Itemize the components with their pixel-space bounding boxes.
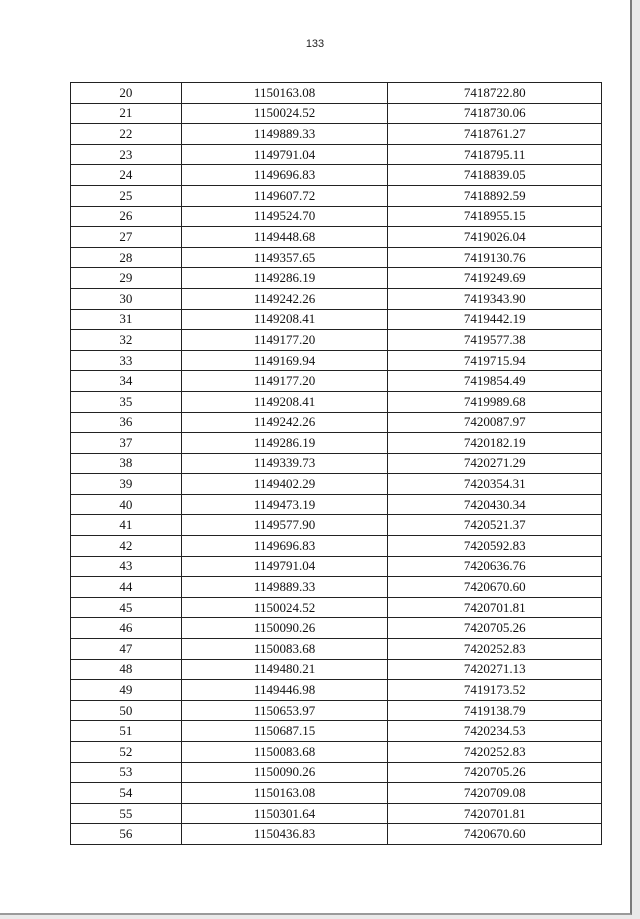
table-row — [71, 783, 602, 804]
y-coordinate-cell: 7420705.26 — [388, 618, 602, 639]
x-coordinate-cell: 1149242.26 — [181, 412, 388, 433]
y-coordinate-cell: 7420252.83 — [388, 639, 602, 660]
table-row — [71, 433, 602, 454]
table-row — [71, 227, 602, 248]
y-coordinate-cell: 7420670.60 — [388, 577, 602, 598]
table-row — [71, 309, 602, 330]
point-number-cell: 50 — [71, 700, 182, 721]
x-coordinate-cell: 1150083.68 — [181, 639, 388, 660]
y-coordinate-cell: 7420354.31 — [388, 474, 602, 495]
table-row — [71, 639, 602, 660]
point-number-cell: 38 — [71, 453, 182, 474]
x-coordinate-cell: 1149696.83 — [181, 536, 388, 557]
y-coordinate-cell: 7420592.83 — [388, 536, 602, 557]
page-number: 133 — [305, 38, 325, 50]
x-coordinate-cell: 1149577.90 — [181, 515, 388, 536]
x-coordinate-cell: 1149889.33 — [181, 124, 388, 145]
table-row — [71, 597, 602, 618]
table-row — [71, 577, 602, 598]
point-number-cell: 43 — [71, 556, 182, 577]
y-coordinate-cell: 7419138.79 — [388, 700, 602, 721]
x-coordinate-cell: 1149357.65 — [181, 247, 388, 268]
x-coordinate-cell: 1149177.20 — [181, 371, 388, 392]
x-coordinate-cell: 1149286.19 — [181, 268, 388, 289]
table-row — [71, 494, 602, 515]
y-coordinate-cell: 7420271.13 — [388, 659, 602, 680]
y-coordinate-cell: 7420430.34 — [388, 494, 602, 515]
point-number-cell: 48 — [71, 659, 182, 680]
x-coordinate-cell: 1150024.52 — [181, 597, 388, 618]
x-coordinate-cell: 1149208.41 — [181, 309, 388, 330]
point-number-cell: 49 — [71, 680, 182, 701]
table-row — [71, 288, 602, 309]
point-number-cell: 29 — [71, 268, 182, 289]
y-coordinate-cell: 7420087.97 — [388, 412, 602, 433]
point-number-cell: 28 — [71, 247, 182, 268]
table-row — [71, 618, 602, 639]
table-row — [71, 206, 602, 227]
y-coordinate-cell: 7419343.90 — [388, 288, 602, 309]
table-row — [71, 268, 602, 289]
point-number-cell: 54 — [71, 783, 182, 804]
point-number-cell: 22 — [71, 124, 182, 145]
x-coordinate-cell: 1149402.29 — [181, 474, 388, 495]
point-number-cell: 52 — [71, 742, 182, 763]
table-row — [71, 103, 602, 124]
table-row — [71, 556, 602, 577]
x-coordinate-cell: 1149791.04 — [181, 556, 388, 577]
y-coordinate-cell: 7420701.81 — [388, 597, 602, 618]
y-coordinate-cell: 7419577.38 — [388, 330, 602, 351]
point-number-cell: 51 — [71, 721, 182, 742]
x-coordinate-cell: 1150090.26 — [181, 618, 388, 639]
y-coordinate-cell: 7420701.81 — [388, 803, 602, 824]
y-coordinate-cell: 7418955.15 — [388, 206, 602, 227]
y-coordinate-cell: 7420271.29 — [388, 453, 602, 474]
point-number-cell: 26 — [71, 206, 182, 227]
x-coordinate-cell: 1149242.26 — [181, 288, 388, 309]
table-row — [71, 536, 602, 557]
y-coordinate-cell: 7419026.04 — [388, 227, 602, 248]
x-coordinate-cell: 1149177.20 — [181, 330, 388, 351]
y-coordinate-cell: 7418722.80 — [388, 83, 602, 104]
point-number-cell: 47 — [71, 639, 182, 660]
table-row — [71, 391, 602, 412]
table-row — [71, 350, 602, 371]
table-row — [71, 515, 602, 536]
table-row — [71, 803, 602, 824]
point-number-cell: 40 — [71, 494, 182, 515]
x-coordinate-cell: 1150653.97 — [181, 700, 388, 721]
table-row — [71, 474, 602, 495]
y-coordinate-cell: 7420670.60 — [388, 824, 602, 845]
table-row — [71, 165, 602, 186]
y-coordinate-cell: 7419130.76 — [388, 247, 602, 268]
point-number-cell: 44 — [71, 577, 182, 598]
point-number-cell: 37 — [71, 433, 182, 454]
x-coordinate-cell: 1149696.83 — [181, 165, 388, 186]
coordinates-table-body — [71, 83, 602, 845]
y-coordinate-cell: 7419173.52 — [388, 680, 602, 701]
y-coordinate-cell: 7418892.59 — [388, 185, 602, 206]
point-number-cell: 55 — [71, 803, 182, 824]
point-number-cell: 36 — [71, 412, 182, 433]
y-coordinate-cell: 7419442.19 — [388, 309, 602, 330]
x-coordinate-cell: 1149480.21 — [181, 659, 388, 680]
x-coordinate-cell: 1149448.68 — [181, 227, 388, 248]
y-coordinate-cell: 7418730.06 — [388, 103, 602, 124]
x-coordinate-cell: 1149889.33 — [181, 577, 388, 598]
x-coordinate-cell: 1149169.94 — [181, 350, 388, 371]
table-row — [71, 453, 602, 474]
y-coordinate-cell: 7418761.27 — [388, 124, 602, 145]
x-coordinate-cell: 1150083.68 — [181, 742, 388, 763]
x-coordinate-cell: 1150687.15 — [181, 721, 388, 742]
table-row — [71, 721, 602, 742]
y-coordinate-cell: 7419715.94 — [388, 350, 602, 371]
point-number-cell: 46 — [71, 618, 182, 639]
y-coordinate-cell: 7420252.83 — [388, 742, 602, 763]
x-coordinate-cell: 1149791.04 — [181, 144, 388, 165]
coordinates-table — [70, 82, 602, 845]
table-row — [71, 680, 602, 701]
table-row — [71, 247, 602, 268]
point-number-cell: 25 — [71, 185, 182, 206]
x-coordinate-cell: 1150436.83 — [181, 824, 388, 845]
y-coordinate-cell: 7419249.69 — [388, 268, 602, 289]
x-coordinate-cell: 1149473.19 — [181, 494, 388, 515]
table-row — [71, 124, 602, 145]
table-row — [71, 144, 602, 165]
point-number-cell: 32 — [71, 330, 182, 351]
table-row — [71, 659, 602, 680]
x-coordinate-cell: 1149607.72 — [181, 185, 388, 206]
y-coordinate-cell: 7420705.26 — [388, 762, 602, 783]
point-number-cell: 33 — [71, 350, 182, 371]
point-number-cell: 53 — [71, 762, 182, 783]
point-number-cell: 41 — [71, 515, 182, 536]
point-number-cell: 27 — [71, 227, 182, 248]
point-number-cell: 39 — [71, 474, 182, 495]
y-coordinate-cell: 7418839.05 — [388, 165, 602, 186]
point-number-cell: 42 — [71, 536, 182, 557]
x-coordinate-cell: 1150024.52 — [181, 103, 388, 124]
y-coordinate-cell: 7418795.11 — [388, 144, 602, 165]
x-coordinate-cell: 1150301.64 — [181, 803, 388, 824]
point-number-cell: 31 — [71, 309, 182, 330]
y-coordinate-cell: 7420636.76 — [388, 556, 602, 577]
y-coordinate-cell: 7419989.68 — [388, 391, 602, 412]
table-row — [71, 371, 602, 392]
point-number-cell: 30 — [71, 288, 182, 309]
point-number-cell: 23 — [71, 144, 182, 165]
y-coordinate-cell: 7419854.49 — [388, 371, 602, 392]
table-row — [71, 742, 602, 763]
x-coordinate-cell: 1150163.08 — [181, 783, 388, 804]
x-coordinate-cell: 1149524.70 — [181, 206, 388, 227]
point-number-cell: 56 — [71, 824, 182, 845]
x-coordinate-cell: 1150163.08 — [181, 83, 388, 104]
table-row — [71, 185, 602, 206]
y-coordinate-cell: 7420521.37 — [388, 515, 602, 536]
point-number-cell: 24 — [71, 165, 182, 186]
x-coordinate-cell: 1149446.98 — [181, 680, 388, 701]
table-row — [71, 762, 602, 783]
table-row — [71, 824, 602, 845]
y-coordinate-cell: 7420182.19 — [388, 433, 602, 454]
point-number-cell: 20 — [71, 83, 182, 104]
table-row — [71, 700, 602, 721]
table-row — [71, 83, 602, 104]
table-row — [71, 412, 602, 433]
x-coordinate-cell: 1150090.26 — [181, 762, 388, 783]
x-coordinate-cell: 1149286.19 — [181, 433, 388, 454]
y-coordinate-cell: 7420234.53 — [388, 721, 602, 742]
y-coordinate-cell: 7420709.08 — [388, 783, 602, 804]
point-number-cell: 34 — [71, 371, 182, 392]
x-coordinate-cell: 1149208.41 — [181, 391, 388, 412]
point-number-cell: 45 — [71, 597, 182, 618]
point-number-cell: 35 — [71, 391, 182, 412]
x-coordinate-cell: 1149339.73 — [181, 453, 388, 474]
table-row — [71, 330, 602, 351]
point-number-cell: 21 — [71, 103, 182, 124]
